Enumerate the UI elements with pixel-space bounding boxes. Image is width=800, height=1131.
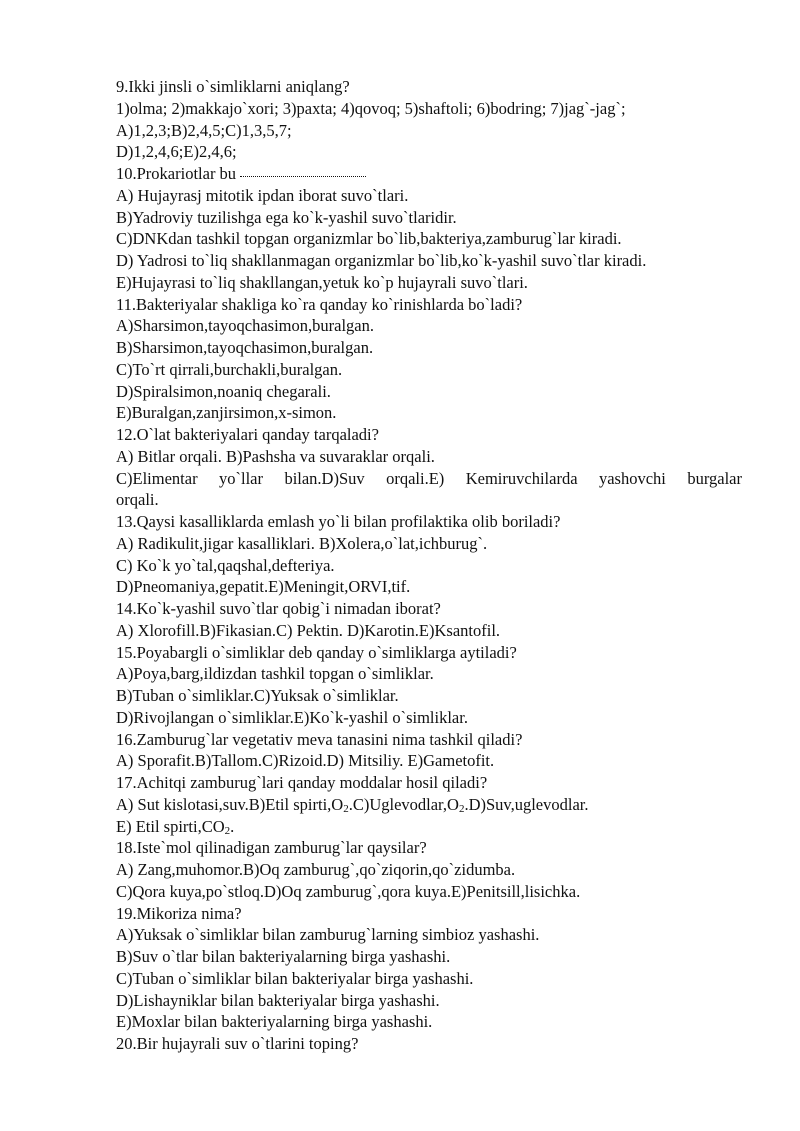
question-18: 18.Iste`mol qilinadigan zamburug`lar qaysilar? — [116, 838, 427, 858]
question-11: 11.Bakteriyalar shakliga ko`ra qanday ko`rinishlarda bo`ladi? — [116, 294, 523, 314]
question-19-answer-d: D)Lishayniklar bilan bakteriyalar birga yashashi. — [116, 990, 440, 1010]
question-9-answers-abc: A)1,2,3;B)2,4,5;C)1,3,5,7; — [116, 120, 292, 140]
question-10 — [116, 163, 742, 185]
question-9-options-list: 1)olma; 2)makkajo`xori; 3)paxta; 4)qovoq; 5)shaftoli; 6)bodring; 7)jag`-jag`; — [116, 98, 626, 118]
question-12-answers-cde-cont: orqali. — [116, 490, 159, 510]
question-19: 19.Mikoriza nima? — [116, 903, 242, 923]
answer-text: . — [230, 816, 235, 836]
question-11-answer-b: B)Sharsimon,tayoqchasimon,buralgan. — [116, 338, 374, 357]
answer-text: .C)Uglevodlar,O — [348, 794, 459, 814]
answer-blank — [240, 176, 366, 177]
question-10-answer-e: E)Hujayrasi to`liq shakllangan,yetuk ko`p hujayrali suvo`tlari. — [116, 272, 528, 292]
question-13-answer-c: C) Ko`k yo`tal,qaqshal,defteriya. — [116, 555, 335, 575]
question-20: 20.Bir hujayrali suv o`tlarini toping? — [116, 1034, 359, 1053]
question-11-answer-e: E)Buralgan,zanjirsimon,x-simon. — [116, 403, 337, 423]
question-16-answers: A) Sporafit.B)Tallom.C)Rizoid.D) Mitsiliy. E)Gametofit. — [116, 751, 495, 771]
subscript: 2 — [224, 824, 231, 837]
question-10-answer-b: B)Yadroviy tuzilishga ega ko`k-yashil suvo`tlaridir. — [116, 207, 457, 227]
question-14-answers: A) Xlorofill.B)Fikasian.C) Pektin. D)Karotin.E)Ksantofil. — [116, 620, 501, 640]
question-18-answers-cde: C)Qora kuya,po`stloq.D)Oq zamburug`,qora kuya.E)Penitsill,lisichka. — [116, 881, 581, 901]
answer-text: .D)Suv,uglevodlar. — [464, 794, 589, 814]
question-10-text: 10.Prokariotlar bu — [116, 164, 237, 183]
answer-text: E) Etil spirti,CO — [116, 816, 225, 836]
question-9-answers-de: D)1,2,4,6;E)2,4,6; — [116, 142, 237, 162]
question-17-answers-abcd — [116, 794, 742, 816]
question-15-answers-de: D)Rivojlangan o`simliklar.E)Ko`k-yashil o`simliklar. — [116, 707, 468, 727]
subscript: 2 — [343, 802, 349, 815]
question-12-answers-ab: A) Bitlar orqali. B)Pashsha va suvaraklar orqali. — [116, 446, 435, 466]
answer-text: A) Sut kislotasi,suv.B)Etil spirti,O — [116, 794, 344, 814]
question-16: 16.Zamburug`lar vegetativ meva tanasini nima tashkil qiladi? — [116, 729, 523, 749]
subscript: 2 — [458, 802, 465, 815]
question-19-answer-e: E)Moxlar bilan bakteriyalarning birga yashashi. — [116, 1012, 433, 1032]
question-18-answers-ab: A) Zang,muhomor.B)Oq zamburug`,qo`ziqorin,qo`zidumba. — [116, 860, 516, 879]
question-19-answer-c: C)Tuban o`simliklar bilan bakteriyalar birga yashashi. — [116, 968, 474, 988]
question-9: 9.Ikki jinsli o`simliklarni aniqlang? — [116, 77, 350, 96]
question-12-answers-cde: C)Elimentar yo`llar bilan.D)Suv orqali.E) Kemiruvchilarda yashovchi burgalar — [116, 468, 742, 488]
question-13-answers-ab: A) Radikulit,jigar kasalliklari. B)Xolera,o`lat,ichburug`. — [116, 533, 488, 553]
question-17-answer-e — [116, 816, 742, 838]
question-10-answer-d: D) Yadrosi to`liq shakllanmagan organizmlar bo`lib,ko`k-yashil suvo`tlar kiradi. — [116, 251, 647, 270]
question-11-answer-a: A)Sharsimon,tayoqchasimon,buralgan. — [116, 316, 374, 336]
question-10-answer-a: A) Hujayrasj mitotik ipdan iborat suvo`tlari. — [116, 185, 409, 205]
question-15: 15.Poyabargli o`simliklar deb qanday o`simliklarga aytiladi? — [116, 642, 517, 662]
question-19-answer-a: A)Yuksak o`simliklar bilan zamburug`larning simbioz yashashi. — [116, 925, 540, 945]
question-15-answers-bc: B)Tuban o`simliklar.C)Yuksak o`simliklar. — [116, 686, 399, 705]
question-19-answer-b: B)Suv o`tlar bilan bakteriyalarning birga yashashi. — [116, 947, 451, 966]
question-14: 14.Ko`k-yashil suvo`tlar qobig`i nimadan iborat? — [116, 599, 441, 618]
question-11-answer-d: D)Spiralsimon,noaniq chegarali. — [116, 381, 331, 401]
question-17: 17.Achitqi zamburug`lari qanday moddalar hosil qiladi? — [116, 773, 488, 792]
question-11-answer-c: C)To`rt qirrali,burchakli,buralgan. — [116, 359, 343, 379]
question-13: 13.Qaysi kasalliklarda emlash yo`li bilan profilaktika olib boriladi? — [116, 512, 561, 531]
question-10-answer-c: C)DNKdan tashkil topgan organizmlar bo`lib,bakteriya,zamburug`lar kiradi. — [116, 229, 622, 249]
test-document — [116, 76, 742, 1055]
question-13-answers-de: D)Pneomaniya,gepatit.E)Meningit,ORVI,tif. — [116, 577, 411, 597]
question-12: 12.O`lat bakteriyalari qanday tarqaladi? — [116, 425, 379, 444]
question-15-answer-a: A)Poya,barg,ildizdan tashkil topgan o`simliklar. — [116, 664, 434, 684]
